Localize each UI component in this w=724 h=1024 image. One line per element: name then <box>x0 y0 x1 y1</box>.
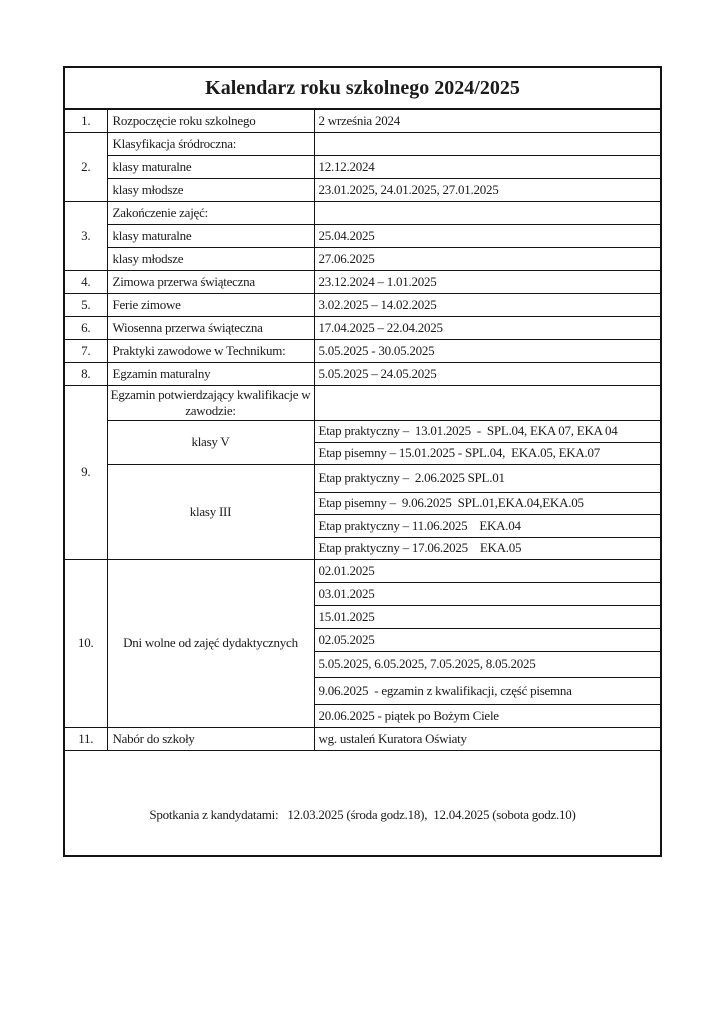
event-date: 5.05.2025 - 30.05.2025 <box>314 339 661 362</box>
table-title: Kalendarz roku szkolnego 2024/2025 <box>64 67 661 109</box>
row-number: 2. <box>64 132 107 201</box>
event-date: wg. ustaleń Kuratora Oświaty <box>314 727 661 750</box>
table-row <box>64 155 661 178</box>
table-row <box>64 247 661 270</box>
event-label: Dni wolne od zajęć dydaktycznych <box>107 559 314 727</box>
table-row <box>64 750 661 856</box>
event-label: Rozpoczęcie roku szkolnego <box>107 109 314 132</box>
table-row <box>64 339 661 362</box>
table-row <box>64 132 661 155</box>
free-day-date: 20.06.2025 - piątek po Bożym Ciele <box>314 704 661 727</box>
section-header-label: Egzamin potwierdzający kwalifikacje w zawodzie: <box>107 385 314 420</box>
class-group-label: klasy III <box>107 464 314 559</box>
sub-event-label: klasy maturalne <box>107 155 314 178</box>
sub-event-label: klasy maturalne <box>107 224 314 247</box>
table-row <box>64 464 661 492</box>
table-row <box>64 385 661 420</box>
row-number: 8. <box>64 362 107 385</box>
event-label: Egzamin maturalny <box>107 362 314 385</box>
table-row <box>64 559 661 582</box>
row-number: 5. <box>64 293 107 316</box>
free-day-date: 9.06.2025 - egzamin z kwalifikacji, część pisemna <box>314 677 661 704</box>
event-label: Ferie zimowe <box>107 293 314 316</box>
event-date: 25.04.2025 <box>314 224 661 247</box>
table-row <box>64 316 661 339</box>
row-number: 3. <box>64 201 107 270</box>
class-group-label: klasy V <box>107 420 314 464</box>
candidates-meeting-note: Spotkania z kandydatami: 12.03.2025 (środa godz.18), 12.04.2025 (sobota godz.10) <box>64 750 661 856</box>
row-number: 6. <box>64 316 107 339</box>
event-label: Zimowa przerwa świąteczna <box>107 270 314 293</box>
table-row <box>64 270 661 293</box>
event-date: 23.12.2024 – 1.01.2025 <box>314 270 661 293</box>
table-row <box>64 109 661 132</box>
school-calendar-table <box>63 66 662 857</box>
free-day-date: 15.01.2025 <box>314 605 661 628</box>
event-date: 23.01.2025, 24.01.2025, 27.01.2025 <box>314 178 661 201</box>
empty-cell <box>314 201 661 224</box>
exam-stage-date: Etap praktyczny – 13.01.2025 - SPL.04, EKA 07, EKA 04 <box>314 420 661 442</box>
free-day-date: 02.01.2025 <box>314 559 661 582</box>
row-number: 4. <box>64 270 107 293</box>
row-number: 7. <box>64 339 107 362</box>
table-row <box>64 178 661 201</box>
exam-stage-date: Etap pisemny – 9.06.2025 SPL.01,EKA.04,EKA.05 <box>314 492 661 514</box>
event-date: 2 września 2024 <box>314 109 661 132</box>
event-date: 3.02.2025 – 14.02.2025 <box>314 293 661 316</box>
row-number: 9. <box>64 385 107 559</box>
table-row <box>64 362 661 385</box>
free-day-date: 02.05.2025 <box>314 628 661 651</box>
empty-cell <box>314 132 661 155</box>
section-header-label: Klasyfikacja śródroczna: <box>107 132 314 155</box>
table-row <box>64 727 661 750</box>
exam-stage-date: Etap praktyczny – 2.06.2025 SPL.01 <box>314 464 661 492</box>
event-date: 12.12.2024 <box>314 155 661 178</box>
event-date: 5.05.2025 – 24.05.2025 <box>314 362 661 385</box>
table-row <box>64 420 661 442</box>
free-day-date: 03.01.2025 <box>314 582 661 605</box>
sub-event-label: klasy młodsze <box>107 178 314 201</box>
section-header-label: Zakończenie zajęć: <box>107 201 314 224</box>
row-number: 1. <box>64 109 107 132</box>
row-number: 11. <box>64 727 107 750</box>
free-day-date: 5.05.2025, 6.05.2025, 7.05.2025, 8.05.2025 <box>314 651 661 677</box>
empty-cell <box>314 385 661 420</box>
table-row <box>64 224 661 247</box>
event-date: 27.06.2025 <box>314 247 661 270</box>
table-row <box>64 293 661 316</box>
exam-stage-date: Etap praktyczny – 11.06.2025 EKA.04 <box>314 514 661 537</box>
event-date: 17.04.2025 – 22.04.2025 <box>314 316 661 339</box>
event-label: Nabór do szkoły <box>107 727 314 750</box>
sub-event-label: klasy młodsze <box>107 247 314 270</box>
exam-stage-date: Etap praktyczny – 17.06.2025 EKA.05 <box>314 537 661 559</box>
table-row <box>64 201 661 224</box>
row-number: 10. <box>64 559 107 727</box>
exam-stage-date: Etap pisemny – 15.01.2025 - SPL.04, EKA.05, EKA.07 <box>314 442 661 464</box>
event-label: Wiosenna przerwa świąteczna <box>107 316 314 339</box>
event-label: Praktyki zawodowe w Technikum: <box>107 339 314 362</box>
